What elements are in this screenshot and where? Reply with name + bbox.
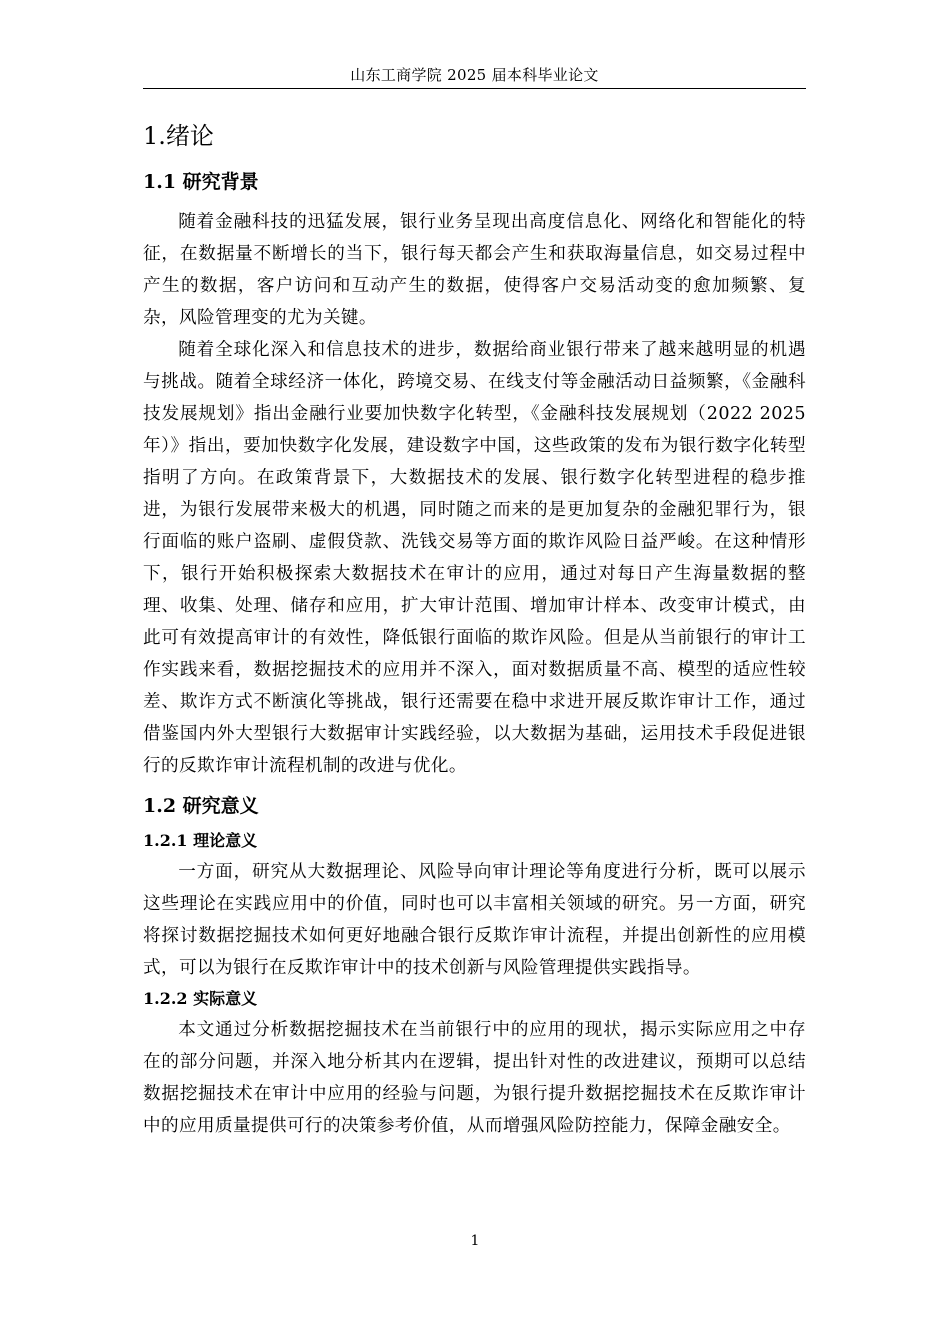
header-rule: [143, 88, 806, 89]
paragraph: 一方面，研究从大数据理论、风险导向审计理论等角度进行分析，既可以展示这些理论在实践应用中的价值，同时也可以丰富相关领域的研究。另一方面，研究将探讨数据挖掘技术如何更好地融合银行反欺诈审计流程，并提出创新性的应用模式，可以为银行在反欺诈审计中的技术创新与风险管理提供实践指导。: [143, 862, 806, 978]
paragraph: 随着全球化深入和信息技术的进步，数据给商业银行带来了越来越明显的机遇与挑战。随着全球经济一体化，跨境交易、在线支付等金融活动日益频繁，《金融科技发展规划》指出金融行业要加快数字化转型，《金融科技发展规划（2022 2025 年）》指出，要加快数字化发展，建设数字中国，这些政策的发布为银行数字化转型指明了方向。在政策背景下，大数据技术的发展、银行数字化转型进程的稳步推进，为银行发展带来极大的机遇，同时随之而来的是更加复杂的金融犯罪行为，银行面临的账户盗刷、虚假贷款、洗钱交易等方面的欺诈风险日益严峻。在这种情形下，银行开始积极探索大数据技术在审计的应用，通过对每日产生海量数据的整理、收集、处理、储存和应用，扩大审计范围、增加审计样本、改变审计模式，由此可有效提高审计的有效性，降低银行面临的欺诈风险。但是从当前银行的审计工作实践来看，数据挖掘技术的应用并不深入，面对数据质量不高、模型的适应性较差、欺诈方式不断演化等挑战，银行还需要在稳中求进开展反欺诈审计工作，通过借鉴国内外大型银行大数据审计实践经验，以大数据为基础，运用技术手段促进银行的反欺诈审计流程机制的改进与优化。: [143, 340, 806, 776]
running-header: 山东工商学院 2025 届本科毕业论文: [350, 66, 599, 84]
section-title-background: 1.1 研究背景: [143, 171, 259, 193]
page-number: 1: [470, 1233, 480, 1249]
subsection-title-theory: 1.2.1 理论意义: [143, 831, 258, 850]
page-body: [143, 118, 806, 1142]
paragraph: 本文通过分析数据挖掘技术在当前银行中的应用的现状，揭示实际应用之中存在的部分问题，并深入地分析其内在逻辑，提出针对性的改进建议，预期可以总结数据挖掘技术在审计中应用的经验与问题，为银行提升数据挖掘技术在反欺诈审计中的应用质量提供可行的决策参考价值，从而增强风险防控能力，保障金融安全。: [143, 1020, 806, 1136]
subsection-title-practice: 1.2.2 实际意义: [143, 989, 258, 1008]
section-title-significance: 1.2 研究意义: [143, 795, 259, 817]
chapter-title: 1.绪论: [143, 122, 214, 150]
paragraph: 随着金融科技的迅猛发展，银行业务呈现出高度信息化、网络化和智能化的特征，在数据量不断增长的当下，银行每天都会产生和获取海量信息，如交易过程中产生的数据，客户访问和互动产生的数据，使得客户交易活动变的愈加频繁、复杂，风险管理变的尤为关键。: [143, 212, 806, 328]
